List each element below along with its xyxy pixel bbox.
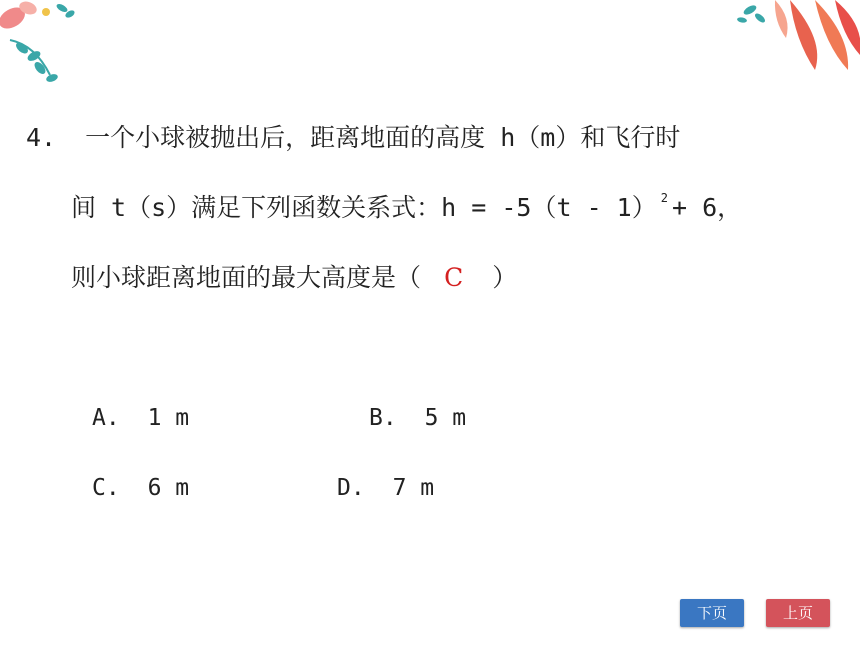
- question-text-line-3: 则小球距离地面的最大高度是（: [71, 263, 422, 292]
- question-text-line-3-suffix: ）: [492, 263, 518, 292]
- option-value: 6 m: [147, 475, 190, 501]
- option-a: [92, 400, 189, 436]
- question-line-3: [71, 258, 517, 298]
- previous-page-button[interactable]: 上页: [766, 599, 830, 627]
- floral-decoration-top-right: [730, 0, 860, 70]
- option-letter: A.: [92, 405, 120, 431]
- option-d: [337, 470, 434, 506]
- question-text-line-1: 一个小球被抛出后，距离地面的高度 h（m）和飞行时: [85, 123, 681, 152]
- option-c: [92, 470, 189, 506]
- floral-decoration-top-left: [0, 0, 90, 95]
- next-page-button[interactable]: 下页: [680, 599, 744, 627]
- option-letter: C.: [92, 475, 120, 501]
- question-number: 4.: [26, 123, 57, 152]
- option-b: [369, 400, 466, 436]
- answer-letter: C: [444, 263, 464, 292]
- question-line-1: [26, 118, 680, 158]
- question-text-line-2: 间 t（s）满足下列函数关系式：h = -5（t - 1）: [71, 193, 657, 222]
- option-value: 7 m: [392, 475, 435, 501]
- option-letter: B.: [369, 405, 397, 431]
- option-letter: D.: [337, 475, 365, 501]
- question-text-line-2-suffix: + 6，: [671, 193, 743, 222]
- option-value: 1 m: [147, 405, 190, 431]
- question-line-2: [71, 188, 742, 228]
- option-value: 5 m: [424, 405, 467, 431]
- exponent: 2: [660, 191, 668, 205]
